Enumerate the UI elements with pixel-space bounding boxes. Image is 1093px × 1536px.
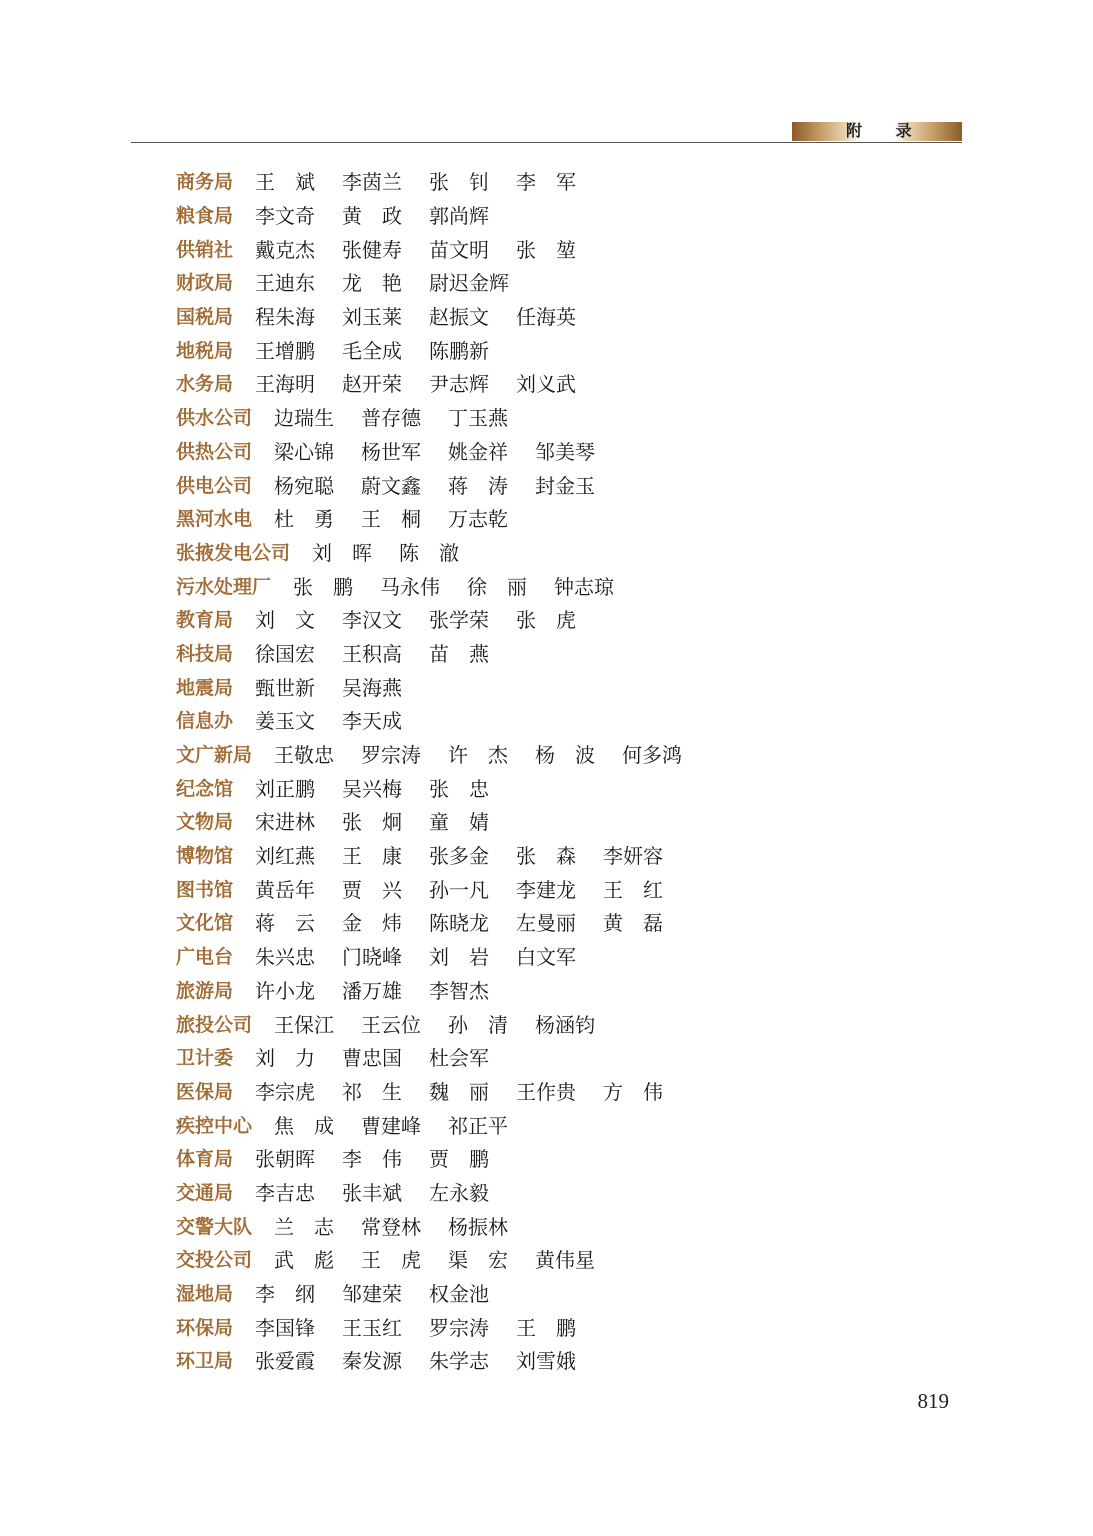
person-name: 黄 磊	[603, 911, 664, 936]
department-name: 财政局	[176, 272, 234, 295]
person-name: 曹建峰	[361, 1113, 422, 1138]
person-name: 孙一凡	[429, 877, 490, 902]
person-name: 王 虎	[361, 1248, 422, 1273]
department-name: 环卫局	[176, 1350, 234, 1373]
person-name: 李天成	[342, 709, 403, 734]
personnel-names	[255, 1177, 516, 1206]
list-item	[176, 939, 1036, 973]
personnel-names	[255, 705, 429, 734]
person-name: 魏 丽	[429, 1079, 490, 1104]
person-name: 王玉红	[342, 1315, 403, 1340]
person-name: 程朱海	[255, 305, 316, 330]
personnel-names	[274, 503, 535, 532]
person-name: 刘红燕	[255, 844, 316, 869]
person-name: 张 森	[516, 844, 577, 869]
list-item	[176, 1175, 1036, 1209]
department-name: 医保局	[176, 1080, 234, 1103]
personnel-names	[255, 234, 603, 263]
person-name: 张 炯	[342, 810, 403, 835]
department-name: 图书馆	[176, 878, 234, 901]
list-item	[176, 1006, 1036, 1040]
person-name: 张爱霞	[255, 1349, 316, 1374]
person-name: 李国锋	[255, 1315, 316, 1340]
person-name: 何多鸿	[622, 743, 683, 768]
list-item	[176, 400, 1036, 434]
person-name: 贾 鹏	[429, 1147, 490, 1172]
department-name: 供销社	[176, 238, 234, 261]
person-name: 方 伟	[603, 1079, 664, 1104]
person-name: 潘万雄	[342, 978, 403, 1003]
person-name: 李 纲	[255, 1282, 316, 1307]
person-name: 杨世军	[361, 439, 422, 464]
person-name: 李建龙	[516, 877, 577, 902]
person-name: 李宗虎	[255, 1079, 316, 1104]
list-item	[176, 366, 1036, 400]
department-name: 教育局	[176, 609, 234, 632]
department-name: 疾控中心	[176, 1114, 253, 1137]
personnel-names	[312, 537, 486, 566]
department-name: 纪念馆	[176, 777, 234, 800]
person-name: 金 炜	[342, 911, 403, 936]
department-name: 广电台	[176, 946, 234, 969]
personnel-names	[255, 604, 603, 633]
personnel-names	[255, 1042, 516, 1071]
person-name: 边瑞生	[274, 406, 335, 431]
person-name: 封金玉	[535, 473, 596, 498]
person-name: 苗文明	[429, 237, 490, 262]
personnel-names	[255, 267, 539, 296]
personnel-names	[255, 166, 603, 195]
person-name: 王海明	[255, 372, 316, 397]
person-name: 李文奇	[255, 204, 316, 229]
department-name: 文物局	[176, 811, 234, 834]
personnel-names	[255, 638, 516, 667]
person-name: 姚金祥	[448, 439, 509, 464]
person-name: 王迪东	[255, 271, 316, 296]
department-name: 粮食局	[176, 205, 234, 228]
person-name: 罗宗涛	[361, 743, 422, 768]
personnel-names	[255, 335, 516, 364]
person-name: 普存德	[361, 406, 422, 431]
department-name: 供电公司	[176, 474, 253, 497]
person-name: 丁玉燕	[448, 406, 509, 431]
person-name: 刘正鹏	[255, 776, 316, 801]
person-name: 李妍容	[603, 844, 664, 869]
person-name: 贾 兴	[342, 877, 403, 902]
person-name: 吴海燕	[342, 675, 403, 700]
list-item	[176, 703, 1036, 737]
person-name: 蒋 涛	[448, 473, 509, 498]
department-name: 交通局	[176, 1181, 234, 1204]
department-name: 污水处理厂	[176, 575, 272, 598]
list-item	[176, 467, 1036, 501]
person-name: 刘 文	[255, 608, 316, 633]
person-name: 左曼丽	[516, 911, 577, 936]
personnel-names	[274, 436, 622, 465]
person-name: 朱学志	[429, 1349, 490, 1374]
personnel-names	[255, 672, 429, 701]
person-name: 王增鹏	[255, 338, 316, 363]
person-name: 龙 艳	[342, 271, 403, 296]
list-item	[176, 1208, 1036, 1242]
person-name: 李汉文	[342, 608, 403, 633]
person-name: 张丰斌	[342, 1180, 403, 1205]
person-name: 刘 晖	[312, 540, 373, 565]
person-name: 渠 宏	[448, 1248, 509, 1273]
header-rule	[131, 142, 962, 143]
personnel-names	[255, 975, 516, 1004]
list-item	[176, 905, 1036, 939]
person-name: 罗宗涛	[429, 1315, 490, 1340]
department-name: 供热公司	[176, 440, 253, 463]
person-name: 赵振文	[429, 305, 490, 330]
department-name: 卫计委	[176, 1047, 234, 1070]
person-name: 王 鹏	[516, 1315, 577, 1340]
list-item	[176, 1141, 1036, 1175]
list-item	[176, 1040, 1036, 1074]
list-item	[176, 198, 1036, 232]
list-item	[176, 1107, 1036, 1141]
person-name: 王敬忠	[274, 743, 335, 768]
person-name: 祁 生	[342, 1079, 403, 1104]
list-item	[176, 332, 1036, 366]
department-name: 旅游局	[176, 979, 234, 1002]
department-name: 湿地局	[176, 1283, 234, 1306]
person-name: 杨 波	[535, 743, 596, 768]
person-name: 杜 勇	[274, 507, 335, 532]
person-name: 武 彪	[274, 1248, 335, 1273]
person-name: 邹美琴	[535, 439, 596, 464]
person-name: 吴兴梅	[342, 776, 403, 801]
list-item	[176, 973, 1036, 1007]
person-name: 王作贵	[516, 1079, 577, 1104]
personnel-names	[255, 840, 690, 869]
person-name: 许 杰	[448, 743, 509, 768]
list-item	[176, 636, 1036, 670]
person-name: 尉迟金辉	[429, 271, 510, 296]
person-name: 王 斌	[255, 170, 316, 195]
person-name: 黄 政	[342, 204, 403, 229]
person-name: 郭尚辉	[429, 204, 490, 229]
personnel-names	[255, 1345, 603, 1374]
person-name: 张多金	[429, 844, 490, 869]
department-name: 地税局	[176, 339, 234, 362]
person-name: 张 钊	[429, 170, 490, 195]
person-name: 张 堃	[516, 237, 577, 262]
department-name: 环保局	[176, 1316, 234, 1339]
list-item	[176, 737, 1036, 771]
department-name: 张掖发电公司	[176, 541, 291, 564]
person-name: 门晓峰	[342, 945, 403, 970]
person-name: 黄岳年	[255, 877, 316, 902]
personnel-names	[255, 1312, 603, 1341]
personnel-names	[274, 402, 535, 431]
person-name: 杨涵钧	[535, 1012, 596, 1037]
personnel-names	[255, 874, 690, 903]
person-name: 王 红	[603, 877, 664, 902]
personnel-names	[255, 368, 603, 397]
person-name: 焦 成	[274, 1113, 335, 1138]
list-item	[176, 434, 1036, 468]
person-name: 杨宛聪	[274, 473, 335, 498]
person-name: 徐国宏	[255, 641, 316, 666]
list-item	[176, 871, 1036, 905]
person-name: 王保江	[274, 1012, 335, 1037]
person-name: 常登林	[361, 1214, 422, 1239]
department-name: 科技局	[176, 642, 234, 665]
person-name: 王云位	[361, 1012, 422, 1037]
person-name: 权金池	[429, 1282, 490, 1307]
list-item	[176, 568, 1036, 602]
list-item	[176, 770, 1036, 804]
personnel-names	[274, 739, 709, 768]
person-name: 许小龙	[255, 978, 316, 1003]
person-name: 李 伟	[342, 1147, 403, 1172]
department-name: 旅投公司	[176, 1013, 253, 1036]
personnel-names	[255, 200, 516, 229]
person-name: 李吉忠	[255, 1180, 316, 1205]
department-name: 博物馆	[176, 845, 234, 868]
person-name: 蔚文鑫	[361, 473, 422, 498]
person-name: 秦发源	[342, 1349, 403, 1374]
person-name: 张学荣	[429, 608, 490, 633]
person-name: 左永毅	[429, 1180, 490, 1205]
department-name: 体育局	[176, 1148, 234, 1171]
person-name: 朱兴忠	[255, 945, 316, 970]
person-name: 甄世新	[255, 675, 316, 700]
person-name: 刘 岩	[429, 945, 490, 970]
person-name: 刘雪娥	[516, 1349, 577, 1374]
list-item	[176, 1074, 1036, 1108]
person-name: 孙 清	[448, 1012, 509, 1037]
person-name: 王积高	[342, 641, 403, 666]
person-name: 梁心锦	[274, 439, 335, 464]
department-name: 水务局	[176, 373, 234, 396]
list-item	[176, 501, 1036, 535]
person-name: 王 桐	[361, 507, 422, 532]
list-item	[176, 669, 1036, 703]
person-name: 黄伟星	[535, 1248, 596, 1273]
person-name: 任海英	[516, 305, 577, 330]
person-name: 赵开荣	[342, 372, 403, 397]
personnel-names	[274, 1244, 622, 1273]
person-name: 祁正平	[448, 1113, 509, 1138]
person-name: 李茵兰	[342, 170, 403, 195]
personnel-names	[255, 773, 516, 802]
personnel-names	[255, 806, 516, 835]
person-name: 李智杰	[429, 978, 490, 1003]
person-name: 陈晓龙	[429, 911, 490, 936]
person-name: 马永伟	[380, 574, 441, 599]
department-name: 地震局	[176, 676, 234, 699]
department-name: 供水公司	[176, 407, 253, 430]
list-item	[176, 1309, 1036, 1343]
list-item	[176, 804, 1036, 838]
person-name: 杜会军	[429, 1046, 490, 1071]
personnel-names	[293, 571, 641, 600]
list-item	[176, 1242, 1036, 1276]
personnel-names	[274, 1211, 535, 1240]
list-item	[176, 164, 1036, 198]
person-name: 陈 澈	[399, 540, 460, 565]
person-name: 张 虎	[516, 608, 577, 633]
person-name: 王 康	[342, 844, 403, 869]
list-item	[176, 1276, 1036, 1310]
list-item	[176, 231, 1036, 265]
person-name: 宋进林	[255, 810, 316, 835]
list-item	[176, 265, 1036, 299]
department-name: 文化馆	[176, 912, 234, 935]
person-name: 钟志琼	[554, 574, 615, 599]
personnel-names	[274, 470, 622, 499]
personnel-names	[274, 1009, 622, 1038]
running-header-title: 附 录	[846, 121, 926, 140]
person-name: 张 忠	[429, 776, 490, 801]
person-name: 兰 志	[274, 1214, 335, 1239]
person-name: 杨振林	[448, 1214, 509, 1239]
department-name: 黑河水电	[176, 508, 253, 531]
department-name: 商务局	[176, 171, 234, 194]
list-item	[176, 838, 1036, 872]
department-name: 交投公司	[176, 1249, 253, 1272]
person-name: 徐 丽	[467, 574, 528, 599]
department-personnel-list	[176, 164, 1036, 1377]
person-name: 刘义武	[516, 372, 577, 397]
person-name: 戴克杰	[255, 237, 316, 262]
person-name: 邹建荣	[342, 1282, 403, 1307]
person-name: 童 婧	[429, 810, 490, 835]
personnel-names	[255, 1278, 516, 1307]
page-number: 819	[917, 1389, 949, 1413]
department-name: 交警大队	[176, 1215, 253, 1238]
person-name: 万志乾	[448, 507, 509, 532]
person-name: 白文军	[516, 945, 577, 970]
personnel-names	[255, 301, 603, 330]
person-name: 刘 力	[255, 1046, 316, 1071]
department-name: 国税局	[176, 306, 234, 329]
person-name: 李 军	[516, 170, 577, 195]
list-item	[176, 299, 1036, 333]
personnel-names	[255, 1143, 516, 1172]
personnel-names	[255, 1076, 690, 1105]
personnel-names	[255, 907, 690, 936]
person-name: 毛全成	[342, 338, 403, 363]
person-name: 刘玉莱	[342, 305, 403, 330]
list-item	[176, 535, 1036, 569]
person-name: 张 鹏	[293, 574, 354, 599]
person-name: 苗 燕	[429, 641, 490, 666]
person-name: 张健寿	[342, 237, 403, 262]
person-name: 曹忠国	[342, 1046, 403, 1071]
person-name: 蒋 云	[255, 911, 316, 936]
personnel-names	[255, 941, 603, 970]
person-name: 陈鹏新	[429, 338, 490, 363]
department-name: 信息办	[176, 710, 234, 733]
person-name: 姜玉文	[255, 709, 316, 734]
personnel-names	[274, 1110, 535, 1139]
list-item	[176, 1343, 1036, 1377]
person-name: 尹志辉	[429, 372, 490, 397]
person-name: 张朝晖	[255, 1147, 316, 1172]
department-name: 文广新局	[176, 744, 253, 767]
list-item	[176, 602, 1036, 636]
